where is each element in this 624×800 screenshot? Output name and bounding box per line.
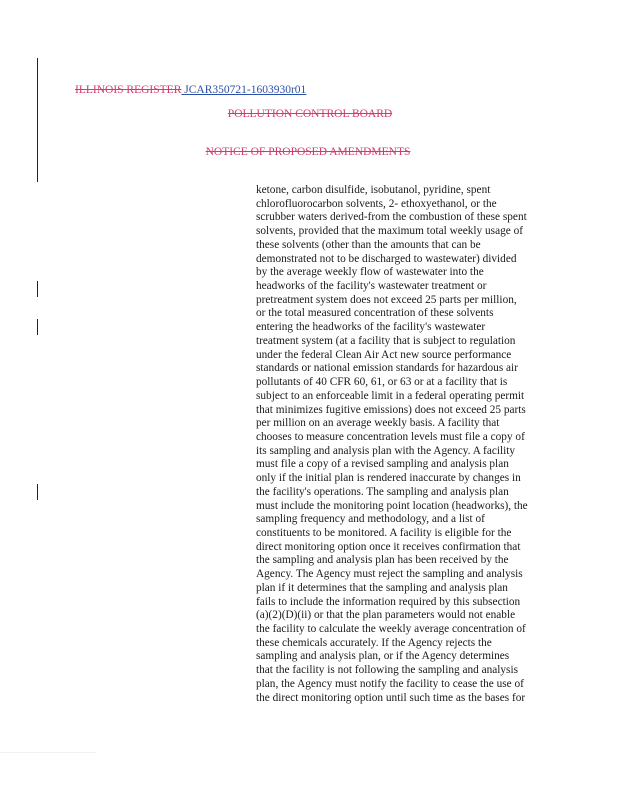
body-line: (a)(2)(D)(ii) or that the plan parameters would not enable	[256, 609, 516, 622]
body-line: plan if it determines that the sampling and analysis plan	[256, 581, 508, 594]
body-line: these chemicals accurately. If the Agency rejects the	[256, 636, 492, 649]
body-line: that the facility is not following the sampling and analysis	[256, 664, 518, 677]
body-line: or the total measured concentration of these solvents	[256, 307, 494, 320]
body-line: the facility's operations. The sampling and analysis plan	[256, 485, 509, 498]
body-line: direct monitoring option once it receives confirmation that	[256, 540, 521, 553]
body-line: under the federal Clean Air Act new source performance	[256, 348, 512, 361]
body-line: solvents, provided that the maximum total weekly usage of	[256, 225, 523, 238]
footer-rule	[0, 752, 96, 753]
body-line: must include the monitoring point location (headworks), the	[256, 499, 528, 512]
body-line: fails to include the information required by this subsection	[256, 595, 521, 608]
body-line: sampling frequency and methodology, and a list of	[256, 513, 485, 526]
body-line: by the average weekly flow of wastewater into the	[256, 266, 484, 279]
body-line: the facility to calculate the weekly average concentration of	[256, 623, 526, 635]
change-bar-3	[37, 484, 38, 500]
body-line: pretreatment system does not exceed 25 parts per million,	[256, 293, 517, 306]
body-line: standards or national emission standards for hazardous air	[256, 362, 518, 375]
body-line: Agency. The Agency must reject the sampling and analysis	[256, 568, 523, 581]
body-line: its sampling and analysis plan with the Agency. A facility	[256, 444, 516, 457]
body-paragraph	[256, 184, 586, 705]
board-title-struck: POLLUTION CONTROL BOARD	[227, 108, 393, 120]
body-line: subject to an enforceable limit in a federal operating permit	[256, 389, 525, 402]
body-line: per million on an average weekly basis. A facility that	[256, 417, 500, 430]
body-line: sampling and analysis plan, or if the Agency determines	[256, 650, 510, 663]
body-line: the direct monitoring option until such time as the bases for	[256, 691, 526, 704]
body-line: that minimizes fugitive emissions) does not exceed 25 parts	[256, 403, 526, 416]
board-heading	[0, 107, 624, 121]
body-line: scrubber waters derived-from the combustion of these spent	[256, 211, 527, 224]
change-bar-2	[37, 319, 38, 335]
register-title-struck: ILLINOIS REGISTER	[75, 84, 182, 96]
body-line: plan, the Agency must notify the facility to cease the use of	[256, 677, 524, 690]
body-line: chlorofluorocarbon solvents, 2- ethoxyethanol, or the	[256, 197, 497, 210]
body-line: ketone, carbon disulfide, isobutanol, pyridine, spent	[256, 184, 491, 196]
body-line: only if the initial plan is rendered inaccurate by changes in	[256, 472, 521, 485]
register-heading	[75, 83, 306, 97]
body-line: treatment system (at a facility that is subject to regulation	[256, 334, 516, 347]
register-code-inserted: JCAR350721-1603930r01	[184, 84, 307, 96]
notice-title-struck: NOTICE OF PROPOSED AMENDMENTS	[205, 146, 411, 158]
body-line: demonstrated not to be discharged to wastewater) divided	[256, 252, 517, 265]
body-line: these solvents (other than the amounts that can be	[256, 238, 481, 251]
body-line: entering the headworks of the facility's wastewater	[256, 321, 486, 334]
body-line: constituents to be monitored. A facility is eligible for the	[256, 526, 512, 539]
body-line: chooses to measure concentration levels must file a copy of	[256, 430, 525, 443]
body-line: pollutants of 40 CFR 60, 61, or 63 or at a facility that is	[256, 376, 508, 389]
notice-heading	[0, 145, 624, 159]
body-line: the sampling and analysis plan has been received by the	[256, 554, 509, 567]
body-line: must file a copy of a revised sampling and analysis plan	[256, 458, 509, 471]
body-line: headworks of the facility's wastewater treatment or	[256, 280, 487, 293]
change-bar-1	[37, 281, 38, 297]
